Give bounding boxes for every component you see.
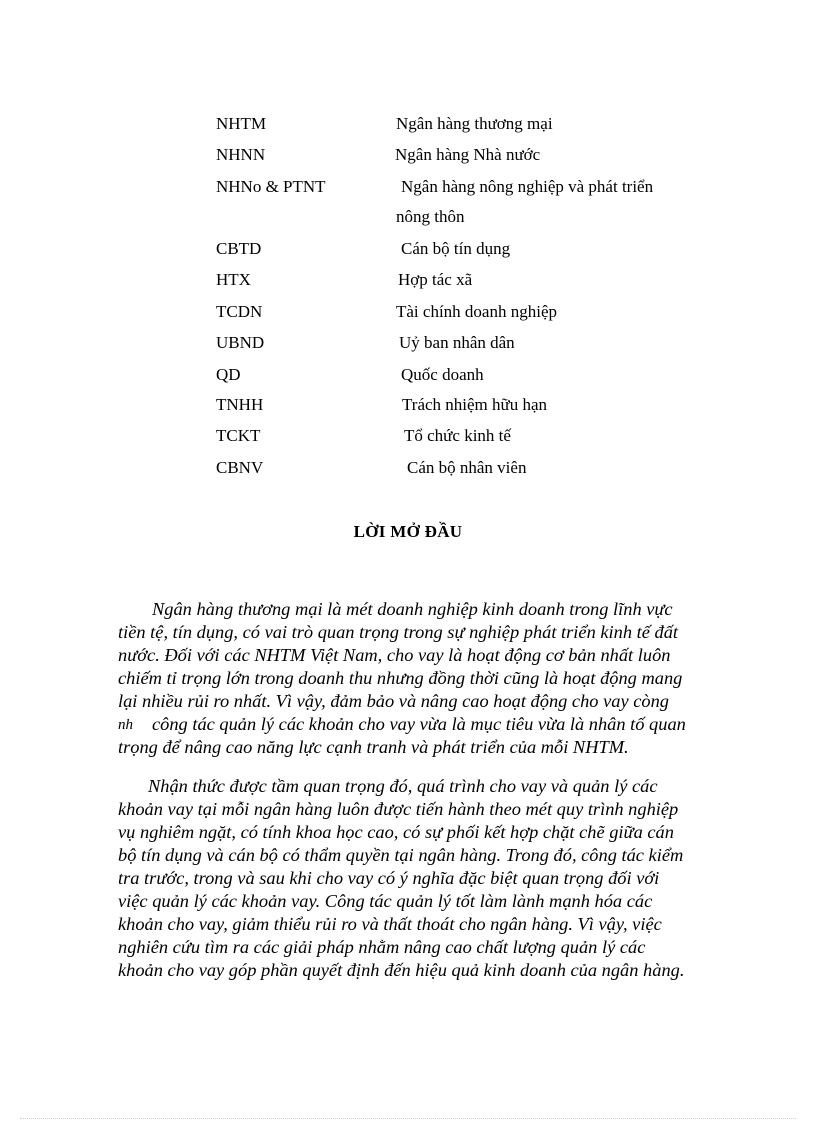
page-bottom-rule — [20, 1118, 796, 1119]
abbreviation-term: TNHH — [216, 395, 264, 414]
text-line: bộ tín dụng và cán bộ có thẩm quyền tại ngân hàng. Trong đó, công tác kiểm — [118, 845, 684, 865]
abbreviation-term: NHNN — [216, 145, 266, 164]
text-line: công tác quản lý các khoản cho vay vừa là mục tiêu vừa là nhân tố quan — [152, 714, 686, 734]
abbreviation-meaning-continued: nông thôn — [396, 207, 465, 226]
text-line: nước. Đối với các NHTM Việt Nam, cho vay là hoạt động cơ bản nhất luôn — [118, 645, 671, 665]
paragraph-context — [118, 775, 698, 982]
abbreviation-meaning: Cán bộ nhân viên — [407, 458, 527, 477]
abbreviation-meaning: Tổ chức kinh tế — [404, 426, 511, 445]
text-line: chiếm tỉ trọng lớn trong doanh thu nhưng đồng thời cũng là hoạt động mang — [118, 668, 683, 688]
text-line: khoản cho vay góp phần quyết định đến hiệu quả kinh doanh của ngân hàng. — [118, 960, 685, 980]
abbreviation-term: NHTM — [216, 114, 267, 133]
text-line: khoản cho vay, giảm thiểu rủi ro và thất thoát cho ngân hàng. Vì vậy, việc — [118, 914, 662, 934]
abbreviation-term: QD — [216, 365, 241, 384]
abbreviation-meaning: Ngân hàng thương mại — [396, 114, 553, 133]
abbreviation-meaning: Trách nhiệm hữu hạn — [402, 395, 548, 414]
abbreviation-term: UBND — [216, 333, 265, 352]
text-line: nghiên cứu tìm ra các giải pháp nhằm nâng cao chất lượng quản lý các — [118, 937, 646, 957]
stray-text-fragment: nh — [118, 717, 133, 733]
paragraph-introduction — [118, 598, 698, 759]
abbreviation-term: TCKT — [216, 426, 261, 445]
abbreviation-meaning: Hợp tác xã — [398, 270, 473, 289]
abbreviation-meaning: Ngân hàng nông nghiệp và phát triển — [401, 177, 654, 196]
text-line: Nhận thức được tầm quan trọng đó, quá trình cho vay và quản lý các — [148, 776, 658, 796]
abbreviation-meaning: Uỷ ban nhân dân — [399, 333, 515, 352]
abbreviation-meaning: Tài chính doanh nghiệp — [396, 302, 557, 321]
text-line: khoản vay tại mỗi ngân hàng luôn được tiến hành theo mét quy trình nghiệp — [118, 799, 679, 819]
abbreviation-term: TCDN — [216, 302, 263, 321]
abbreviation-meaning: Cán bộ tín dụng — [401, 239, 511, 258]
abbreviation-meaning: Ngân hàng Nhà nước — [395, 145, 541, 164]
text-line: tiền tệ, tín dụng, có vai trò quan trọng trong sự nghiệp phát triển kinh tế đất — [118, 622, 678, 642]
abbreviation-term: NHNo & PTNT — [216, 177, 326, 196]
abbreviation-term: CBNV — [216, 458, 264, 477]
text-line: trọng để nâng cao năng lực cạnh tranh và phát triển của mỗi NHTM. — [118, 737, 629, 757]
text-line: Ngân hàng thương mại là mét doanh nghiệp kinh doanh trong lĩnh vực — [152, 599, 673, 619]
text-line: việc quản lý các khoản vay. Công tác quản lý tốt làm lành mạnh hóa các — [118, 891, 653, 911]
section-heading: LỜI MỞ ĐẦU — [353, 522, 463, 541]
abbreviation-term: HTX — [216, 270, 251, 289]
text-line: vụ nghiêm ngặt, có tính khoa học cao, có sự phối kết hợp chặt chẽ giữa cán — [118, 822, 674, 842]
text-line: lại nhiều rủi ro nhất. Vì vậy, đảm bảo và nâng cao hoạt động cho vay còng — [118, 691, 669, 711]
abbreviation-term: CBTD — [216, 239, 262, 258]
text-line: tra trước, trong và sau khi cho vay có ý nghĩa đặc biệt quan trọng đối với — [118, 868, 660, 888]
abbreviation-meaning: Quốc doanh — [401, 365, 484, 384]
